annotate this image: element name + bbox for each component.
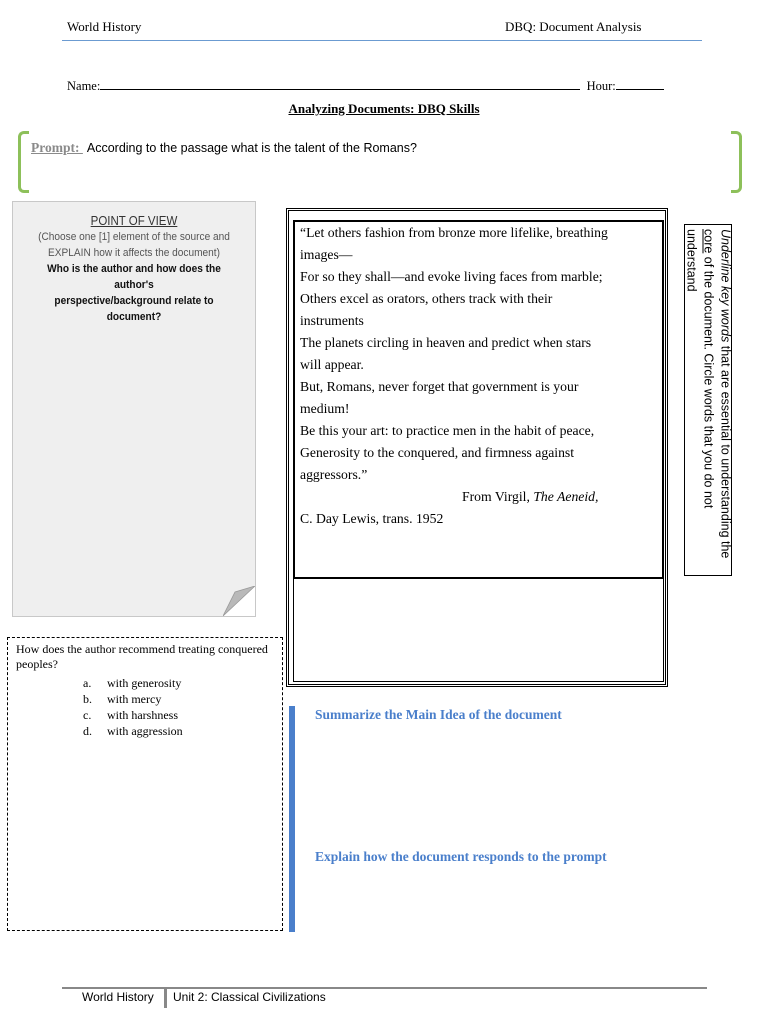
footer-separator <box>164 988 167 1008</box>
option-text: with harshness <box>107 708 178 722</box>
document-line: Others excel as orators, others track with their instruments <box>300 291 553 328</box>
page-title: Analyzing Documents: DBQ Skills <box>288 101 480 116</box>
header-rule <box>62 40 702 41</box>
answer-option[interactable] <box>83 707 183 723</box>
prompt-label: Prompt: <box>31 140 83 155</box>
answer-option[interactable] <box>83 723 183 739</box>
summarize-heading: Summarize the Main Idea of the document <box>315 707 562 722</box>
answer-option[interactable] <box>83 691 183 707</box>
header-worksheet-title: DBQ: Document Analysis <box>505 19 642 34</box>
footer-course: World History <box>82 990 154 1004</box>
point-of-view-instruction-2: EXPLAIN how it affects the document) <box>48 247 220 259</box>
name-hour-row <box>67 79 664 94</box>
side-note-text-1: that are essential to understanding the <box>718 342 733 559</box>
document-translator: C. Day Lewis, trans. 1952 <box>300 511 444 526</box>
document-line: But, Romans, never forget that government is your medium! <box>300 379 579 416</box>
point-of-view-question-1: Who is the author and how does the author's <box>47 263 221 291</box>
document-notes-area[interactable] <box>293 578 664 682</box>
attribution-prefix: From Virgil, <box>462 489 534 504</box>
document-line: Be this your art: to practice men in the habit of peace, <box>300 423 595 438</box>
attribution-work: The Aeneid, <box>533 489 599 504</box>
name-label: Name: <box>67 79 101 93</box>
prompt-text: According to the passage what is the talent of the Romans? <box>86 141 417 155</box>
explain-heading: Explain how the document responds to the prompt <box>315 849 607 864</box>
option-letter: d. <box>83 724 92 738</box>
point-of-view-heading: POINT OF VIEW <box>90 214 178 228</box>
side-note-underlined: core <box>701 229 716 254</box>
side-note-italic: Underline key words <box>718 229 733 343</box>
answer-area-bar <box>289 706 295 932</box>
question-text: How does the author recommend treating conquered peoples? <box>16 642 268 671</box>
answer-option[interactable] <box>83 675 183 691</box>
document-attribution <box>300 486 612 508</box>
option-text: with generosity <box>107 676 182 690</box>
document-line: Generosity to the conquered, and firmness against aggressors.” <box>300 445 575 482</box>
point-of-view-text <box>27 213 240 325</box>
footer-rule <box>62 987 707 989</box>
option-text: with mercy <box>107 692 162 706</box>
hour-field[interactable] <box>616 79 664 90</box>
header-course: World History <box>67 19 142 34</box>
document-passage <box>300 222 612 530</box>
point-of-view-question-2: perspective/background relate to document? <box>54 295 214 323</box>
prompt-bracket-right <box>731 131 742 193</box>
option-letter: a. <box>83 676 92 690</box>
page-curl-icon <box>223 586 255 616</box>
option-letter: c. <box>83 708 92 722</box>
option-text: with aggression <box>107 724 183 738</box>
side-note <box>683 229 734 571</box>
option-letter: b. <box>83 692 92 706</box>
prompt <box>31 140 417 156</box>
document-line: For so they shall—and evoke living faces from marble; <box>300 269 603 284</box>
document-line: “Let others fashion from bronze more lifelike, breathing images— <box>300 225 608 262</box>
point-of-view-instruction-1: (Choose one [1] element of the source and <box>38 231 230 243</box>
side-note-text-2: of the document. Circle words that you do not understand <box>684 229 716 509</box>
footer-unit: Unit 2: Classical Civilizations <box>173 990 326 1004</box>
name-field[interactable] <box>100 79 580 90</box>
prompt-bracket-left <box>18 131 29 193</box>
document-line: The planets circling in heaven and predict when stars will appear. <box>300 335 592 372</box>
hour-label: Hour: <box>586 79 616 93</box>
question-options <box>83 675 183 739</box>
